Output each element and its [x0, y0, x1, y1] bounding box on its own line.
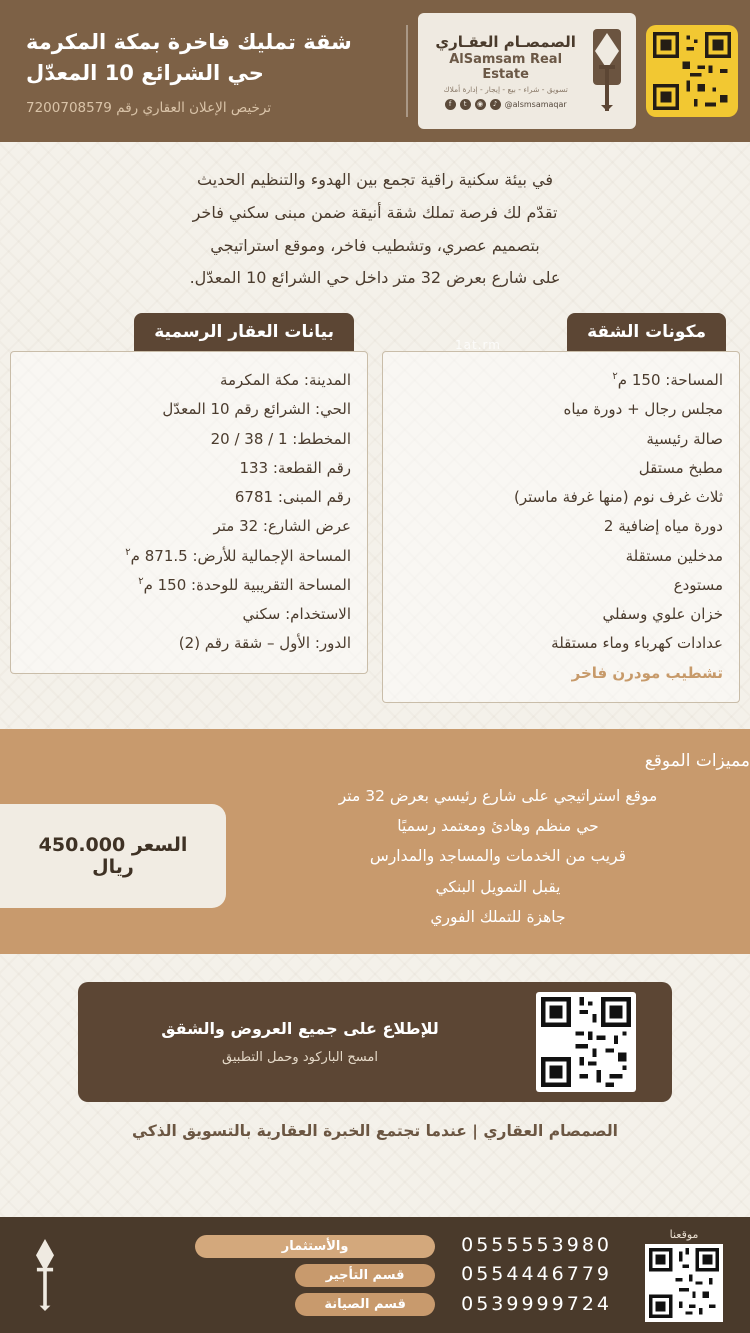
department-maintenance[interactable]: قسم الصيانة — [295, 1293, 435, 1316]
list-item: صالة رئيسية — [646, 429, 723, 448]
official-data-card-title: بيانات العقار الرسمية — [134, 313, 354, 351]
header-qr-code[interactable] — [646, 25, 738, 117]
header-divider — [406, 25, 408, 117]
title-line-2: حي الشرائع 10 المعدّل — [26, 61, 264, 85]
company-logo-icon — [585, 21, 628, 121]
title-line-1: شقة تمليك فاخرة بمكة المكرمة — [26, 29, 352, 54]
license-number: 7200708579 — [26, 99, 112, 116]
list-item: عدادات كهرباء وماء مستقلة — [551, 634, 723, 653]
app-section-subtitle: امسح الباركود وحمل التطبيق — [222, 1050, 378, 1066]
phone-numbers[interactable] — [445, 1231, 628, 1319]
intro-line-3: بتصميم عصري، وتشطيب فاخر، وموقع استراتيجي — [210, 235, 540, 255]
header — [0, 0, 750, 142]
components-card — [382, 313, 740, 703]
components-card-title: مكونات الشقة — [567, 313, 726, 351]
phone-number[interactable]: 0539999724 — [461, 1292, 612, 1315]
cards-row — [0, 305, 750, 703]
app-qr-code[interactable] — [536, 992, 636, 1092]
table-row: رقم القطعة: 133 — [239, 458, 351, 477]
brand-name-ar: الصمصـام العقـاري — [435, 32, 576, 51]
social-row — [426, 99, 585, 110]
website-qr-code[interactable] — [645, 1244, 723, 1322]
departments-list — [80, 1235, 445, 1316]
table-row: الدور: الأول – شقة رقم (2) — [178, 634, 351, 653]
app-section — [0, 954, 750, 1166]
finishing-highlight: تشطيب مودرن فاخر — [571, 663, 723, 682]
license-text — [26, 100, 271, 116]
license-label: ترخيص الإعلان العقاري رقم — [116, 99, 272, 116]
company-tagline: الصمصام العقاري | عندما تجتمع الخبرة العقارية بالتسويق الذكي — [132, 1122, 618, 1141]
brand-block — [418, 13, 636, 129]
price-badge: السعر 450.000 ريال — [0, 804, 226, 908]
list-item: حي منظم وهادئ ومعتمد رسميًا — [397, 817, 599, 836]
official-data-card — [10, 313, 368, 674]
table-row: المدينة: مكة المكرمة — [219, 371, 351, 390]
phone-number[interactable]: 0554446779 — [461, 1263, 612, 1286]
list-item: مستودع — [673, 575, 723, 594]
list-item: موقع استراتيجي على شارع رئيسي بعرض 32 متر — [338, 786, 658, 805]
watermark: 1at.rm — [455, 338, 501, 352]
intro-line-4: على شارع بعرض 32 متر داخل حي الشرائع 10 المعدّل. — [189, 268, 561, 288]
official-data-card-body — [10, 351, 368, 674]
list-item: خزان علوي وسفلي — [602, 605, 723, 624]
instagram-icon[interactable]: ◉ — [475, 99, 486, 110]
app-section-title: للإطلاع على جميع العروض والشقق — [161, 1019, 439, 1039]
tiktok-icon[interactable]: ♪ — [490, 99, 501, 110]
facebook-icon[interactable]: f — [445, 99, 456, 110]
table-row: رقم المبنى: 6781 — [234, 488, 351, 507]
components-card-body — [382, 351, 740, 703]
location-band — [0, 729, 750, 954]
list-item: جاهزة للتملك الفوري — [430, 907, 566, 926]
location-features — [226, 781, 750, 932]
table-row: الاستخدام: سكني — [242, 605, 351, 624]
list-item: مجلس رجال + دورة مياه — [563, 400, 723, 419]
department-investment[interactable]: والأستثمار — [195, 1235, 435, 1258]
table-row: عرض الشارع: 32 متر — [213, 517, 351, 536]
location-band-title: مميزات الموقع — [644, 750, 750, 771]
table-row: المساحة الإجمالية للأرض: 871.5 م$^٢$ — [125, 546, 351, 565]
app-download-box — [78, 982, 672, 1102]
intro-line-2: تقدّم لك فرصة تملك شقة أنيقة ضمن مبنى سكني فاخر — [192, 202, 558, 222]
list-item: المساحة: 150 م$^٢$ — [612, 371, 723, 390]
footer — [0, 1217, 750, 1333]
list-item: يقبل التمويل البنكي — [435, 877, 561, 896]
website-qr-label: موقعنا — [669, 1228, 699, 1241]
brand-name-en: AlSamsam Real Estate — [449, 51, 563, 82]
social-handle: @alsmsamaqar — [504, 99, 567, 109]
intro-line-1: في بيئة سكنية راقية تجمع بين الهدوء والتنظيم الحديث — [197, 170, 553, 189]
list-item: مدخلين مستقلة — [625, 546, 723, 565]
website-qr-block — [628, 1228, 740, 1322]
intro-paragraph — [0, 142, 750, 305]
phone-number[interactable]: 0555553980 — [461, 1233, 612, 1256]
table-row: المخطط: 1 / 38 / 20 — [210, 429, 351, 448]
table-row: المساحة التقريبية للوحدة: 150 م$^٢$ — [138, 575, 351, 594]
footer-logo-icon — [10, 1232, 80, 1318]
brand-tagline: تسويق - شراء - بيع - إيجار - إدارة أملاك — [443, 84, 568, 94]
twitter-icon[interactable]: t — [460, 99, 471, 110]
list-item: دورة مياه إضافية 2 — [603, 517, 723, 536]
header-title-block — [12, 13, 396, 129]
list-item: قريب من الخدمات والمساجد والمدارس — [369, 847, 627, 866]
list-item: مطبخ مستقل — [638, 458, 723, 477]
department-rental[interactable]: قسم التأجير — [295, 1264, 435, 1287]
table-row: الحي: الشرائع رقم 10 المعدّل — [162, 400, 351, 419]
list-item: ثلاث غرف نوم (منها غرفة ماستر) — [513, 488, 723, 507]
